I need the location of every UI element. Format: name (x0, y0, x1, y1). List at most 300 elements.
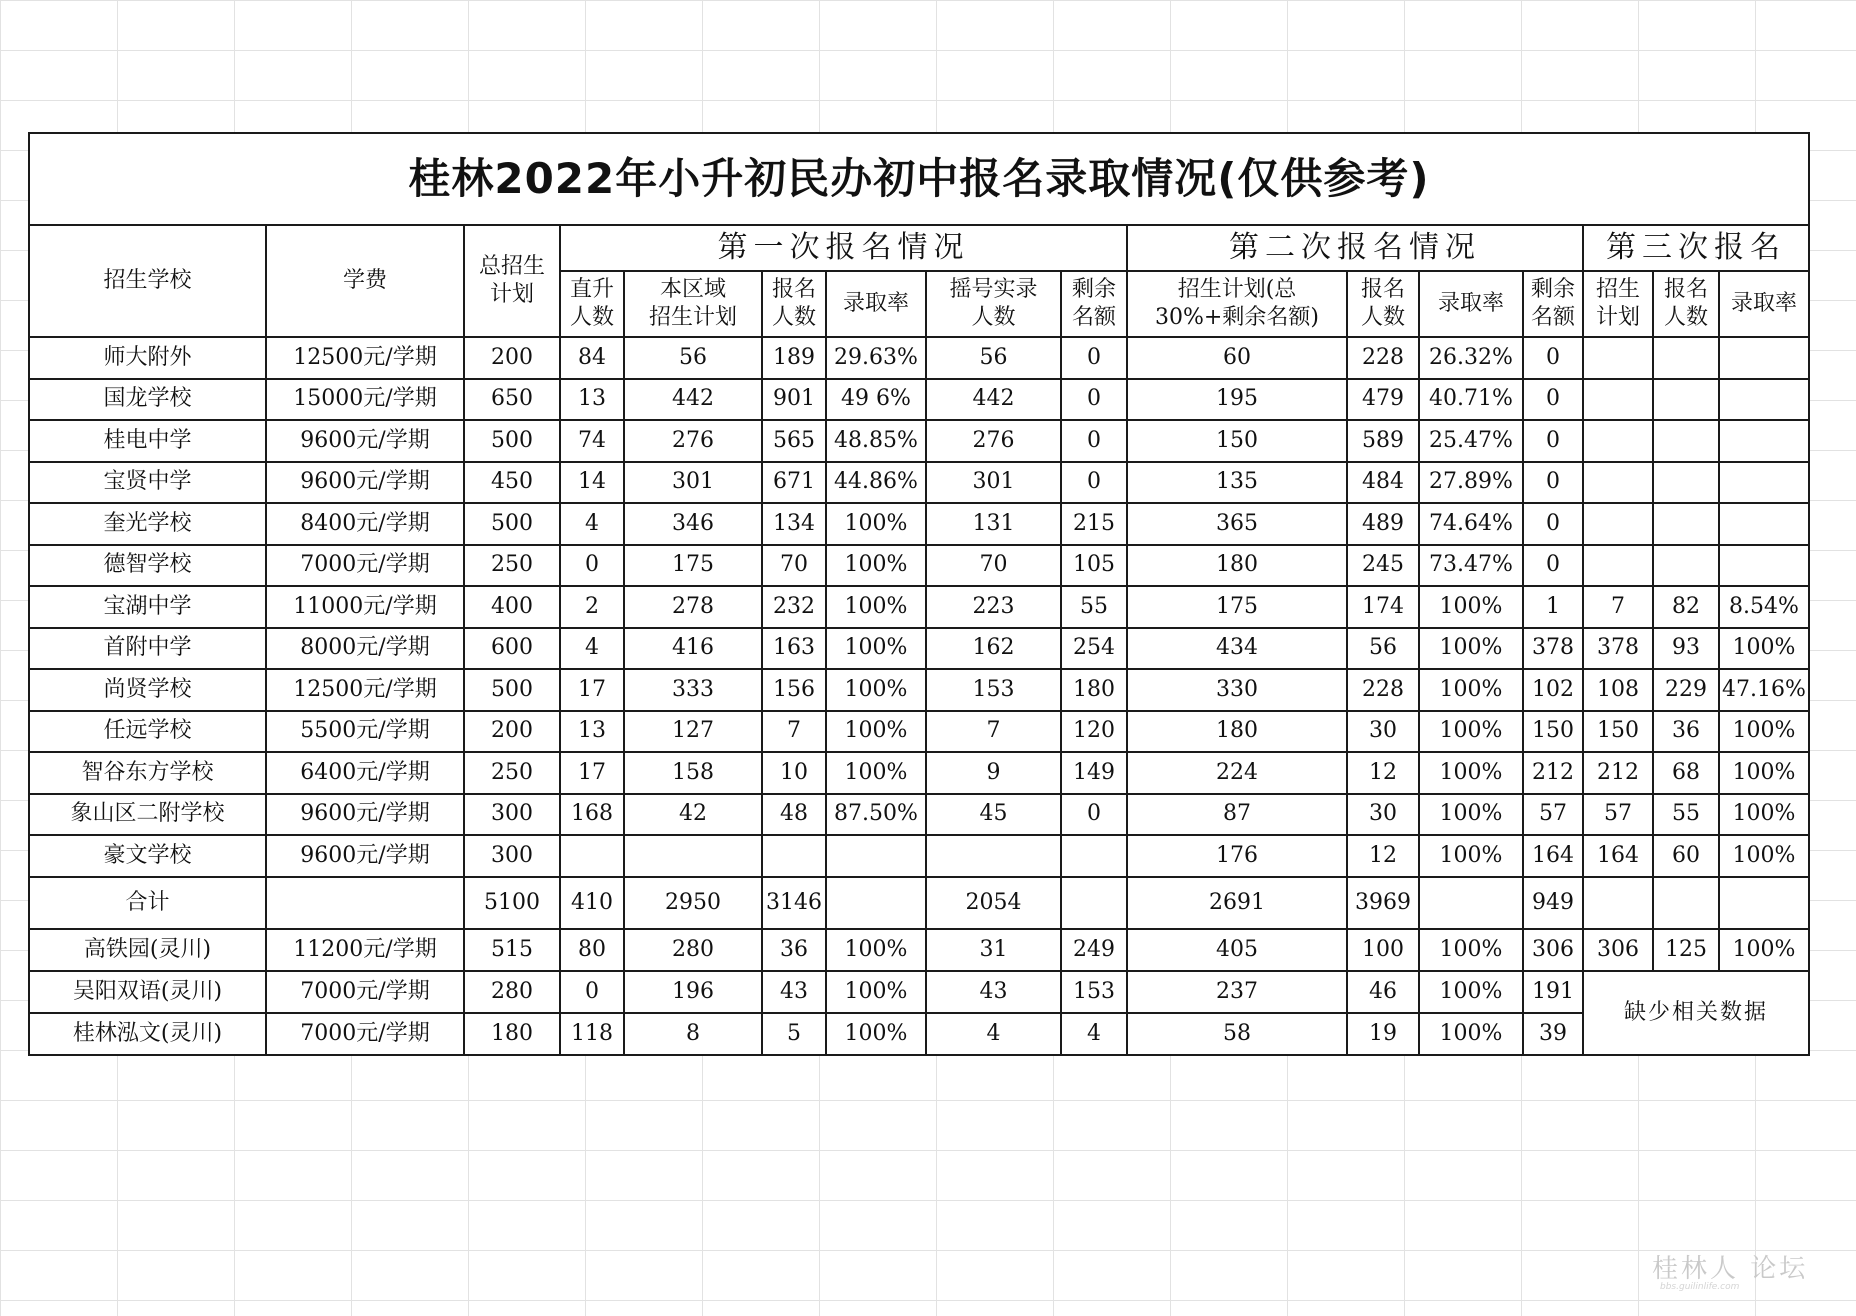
cell-g2-plan: 175 (1127, 586, 1347, 628)
header-g1-applicants (762, 271, 826, 337)
cell-g2-rate: 100% (1419, 929, 1523, 971)
cell-g3-plan (1583, 462, 1653, 504)
table-row (29, 420, 1809, 462)
header-g1-direct-line2: 人数 (569, 305, 614, 330)
cell-g2-applicants: 228 (1347, 337, 1419, 379)
cell-g1-district: 2950 (624, 877, 762, 929)
table-row (29, 462, 1809, 504)
cell-g3-rate (1719, 877, 1809, 929)
cell-g2-applicants: 56 (1347, 628, 1419, 670)
cell-g2-remaining: 164 (1523, 835, 1583, 877)
cell-g3-plan: 164 (1583, 835, 1653, 877)
table-row (29, 711, 1809, 753)
cell-total-plan: 515 (464, 929, 560, 971)
cell-school: 桂林泓文(灵川) (29, 1013, 266, 1055)
cell-g2-plan: 58 (1127, 1013, 1347, 1055)
cell-g3-rate: 100% (1719, 752, 1809, 794)
cell-g1-remaining: 4 (1061, 1013, 1127, 1055)
cell-g3-plan (1583, 420, 1653, 462)
cell-g2-rate: 100% (1419, 1013, 1523, 1055)
cell-g2-plan: 150 (1127, 420, 1347, 462)
cell-total-plan: 300 (464, 835, 560, 877)
header-g2-rate: 录取率 (1419, 271, 1523, 337)
cell-g3-rate (1719, 420, 1809, 462)
cell-g2-plan: 365 (1127, 503, 1347, 545)
cell-fee: 15000元/学期 (266, 379, 464, 421)
cell-fee: 11000元/学期 (266, 586, 464, 628)
cell-total-plan: 200 (464, 337, 560, 379)
cell-fee: 7000元/学期 (266, 1013, 464, 1055)
cell-g2-rate: 100% (1419, 628, 1523, 670)
cell-g1-applicants: 36 (762, 929, 826, 971)
cell-g1-rate: 100% (826, 1013, 926, 1055)
cell-g1-direct: 0 (560, 971, 624, 1013)
cell-total-plan: 250 (464, 752, 560, 794)
cell-g1-rate: 100% (826, 971, 926, 1013)
cell-g1-rate: 100% (826, 669, 926, 711)
cell-g1-district: 278 (624, 586, 762, 628)
cell-g3-rate: 100% (1719, 794, 1809, 836)
cell-g1-applicants: 3146 (762, 877, 826, 929)
cell-g3-plan (1583, 503, 1653, 545)
cell-g3-applicants: 60 (1653, 835, 1719, 877)
cell-g1-remaining: 0 (1061, 420, 1127, 462)
cell-g2-plan: 405 (1127, 929, 1347, 971)
cell-g1-district (624, 835, 762, 877)
cell-g2-applicants: 484 (1347, 462, 1419, 504)
cell-total-plan: 500 (464, 669, 560, 711)
cell-g3-applicants (1653, 420, 1719, 462)
cell-school: 高铁园(灵川) (29, 929, 266, 971)
cell-school: 合计 (29, 877, 266, 929)
cell-g1-applicants: 48 (762, 794, 826, 836)
cell-g1-lottery: 31 (926, 929, 1061, 971)
cell-g2-plan: 135 (1127, 462, 1347, 504)
table-row (29, 545, 1809, 587)
cell-g1-lottery: 276 (926, 420, 1061, 462)
cell-g1-lottery: 70 (926, 545, 1061, 587)
cell-g2-plan: 330 (1127, 669, 1347, 711)
cell-g3-applicants: 93 (1653, 628, 1719, 670)
cell-g1-district: 416 (624, 628, 762, 670)
table-row (29, 628, 1809, 670)
header-g2-plan-line2: 30%+剩余名额) (1155, 305, 1319, 330)
cell-g3-plan: 108 (1583, 669, 1653, 711)
header-g1-direct-line1: 直升 (569, 277, 614, 302)
header-g2-applicants-line1: 报名 (1360, 277, 1405, 302)
cell-g2-applicants: 174 (1347, 586, 1419, 628)
cell-g1-remaining: 153 (1061, 971, 1127, 1013)
cell-total-plan: 180 (464, 1013, 560, 1055)
cell-g3-applicants (1653, 337, 1719, 379)
cell-g1-rate (826, 877, 926, 929)
cell-school: 任远学校 (29, 711, 266, 753)
cell-g2-rate: 100% (1419, 711, 1523, 753)
cell-g3-rate: 100% (1719, 835, 1809, 877)
cell-fee: 8400元/学期 (266, 503, 464, 545)
header-g1-rate: 录取率 (826, 271, 926, 337)
cell-g1-rate (826, 835, 926, 877)
cell-school: 豪文学校 (29, 835, 266, 877)
cell-g3-rate (1719, 337, 1809, 379)
cell-fee: 7000元/学期 (266, 971, 464, 1013)
cell-school: 德智学校 (29, 545, 266, 587)
cell-g3-plan (1583, 337, 1653, 379)
cell-fee: 6400元/学期 (266, 752, 464, 794)
cell-g1-lottery: 153 (926, 669, 1061, 711)
cell-fee: 9600元/学期 (266, 462, 464, 504)
cell-g1-district: 42 (624, 794, 762, 836)
cell-g2-plan: 87 (1127, 794, 1347, 836)
cell-g2-remaining: 212 (1523, 752, 1583, 794)
cell-g1-direct: 17 (560, 752, 624, 794)
cell-g1-lottery: 131 (926, 503, 1061, 545)
cell-fee: 9600元/学期 (266, 794, 464, 836)
cell-g1-district: 276 (624, 420, 762, 462)
cell-g2-applicants: 228 (1347, 669, 1419, 711)
cell-g1-direct: 17 (560, 669, 624, 711)
cell-fee (266, 877, 464, 929)
table-row (29, 877, 1809, 929)
cell-g1-district: 442 (624, 379, 762, 421)
header-g1-direct (560, 271, 624, 337)
cell-g2-plan: 224 (1127, 752, 1347, 794)
table-row (29, 971, 1809, 1013)
cell-g2-remaining: 57 (1523, 794, 1583, 836)
cell-g1-applicants: 134 (762, 503, 826, 545)
cell-g1-applicants: 565 (762, 420, 826, 462)
cell-g1-district: 56 (624, 337, 762, 379)
cell-g1-lottery: 43 (926, 971, 1061, 1013)
header-g3-rate: 录取率 (1719, 271, 1809, 337)
table-row (29, 337, 1809, 379)
cell-g2-rate: 27.89% (1419, 462, 1523, 504)
cell-g1-direct: 4 (560, 503, 624, 545)
cell-g2-rate: 100% (1419, 669, 1523, 711)
cell-g1-direct: 410 (560, 877, 624, 929)
cell-g3-applicants: 125 (1653, 929, 1719, 971)
header-g1-applicants-line2: 人数 (771, 305, 816, 330)
cell-g1-applicants: 671 (762, 462, 826, 504)
cell-g2-plan: 195 (1127, 379, 1347, 421)
cell-school: 宝贤中学 (29, 462, 266, 504)
cell-g3-plan: 57 (1583, 794, 1653, 836)
cell-g1-lottery: 301 (926, 462, 1061, 504)
cell-g3-applicants: 36 (1653, 711, 1719, 753)
cell-g1-rate: 49 6% (826, 379, 926, 421)
cell-g1-rate: 100% (826, 503, 926, 545)
cell-g1-direct: 13 (560, 711, 624, 753)
cell-g1-applicants: 5 (762, 1013, 826, 1055)
cell-g2-rate: 100% (1419, 752, 1523, 794)
cell-g2-rate: 73.47% (1419, 545, 1523, 587)
cell-g1-direct: 118 (560, 1013, 624, 1055)
cell-g1-lottery: 4 (926, 1013, 1061, 1055)
table-row (29, 752, 1809, 794)
header-g1-applicants-line1: 报名 (771, 277, 816, 302)
cell-school: 智谷东方学校 (29, 752, 266, 794)
cell-g1-district: 301 (624, 462, 762, 504)
cell-g3-applicants (1653, 545, 1719, 587)
cell-g1-direct: 2 (560, 586, 624, 628)
cell-fee: 9600元/学期 (266, 835, 464, 877)
header-group-second: 第二次报名情况 (1127, 225, 1583, 271)
cell-g2-remaining: 0 (1523, 462, 1583, 504)
cell-g1-remaining: 0 (1061, 337, 1127, 379)
cell-g3-rate (1719, 379, 1809, 421)
cell-g2-applicants: 30 (1347, 794, 1419, 836)
cell-g1-district: 127 (624, 711, 762, 753)
cell-g1-direct: 74 (560, 420, 624, 462)
cell-g3-plan (1583, 877, 1653, 929)
cell-g3-plan: 212 (1583, 752, 1653, 794)
cell-g2-remaining: 191 (1523, 971, 1583, 1013)
cell-fee: 9600元/学期 (266, 420, 464, 462)
cell-g2-rate: 100% (1419, 794, 1523, 836)
cell-g2-remaining: 0 (1523, 545, 1583, 587)
cell-g1-lottery: 56 (926, 337, 1061, 379)
header-g3-applicants-line2: 人数 (1663, 305, 1708, 330)
cell-g2-plan: 180 (1127, 545, 1347, 587)
cell-g2-remaining: 0 (1523, 379, 1583, 421)
forum-watermark: 桂林人 论坛 (1652, 1254, 1809, 1284)
cell-g1-applicants: 189 (762, 337, 826, 379)
missing-data-note: 缺少相关数据 (1583, 971, 1809, 1055)
cell-g1-remaining: 55 (1061, 586, 1127, 628)
cell-g1-applicants: 7 (762, 711, 826, 753)
cell-g2-plan: 237 (1127, 971, 1347, 1013)
cell-fee: 12500元/学期 (266, 669, 464, 711)
cell-g3-rate (1719, 545, 1809, 587)
header-g1-district (624, 271, 762, 337)
cell-g1-remaining: 149 (1061, 752, 1127, 794)
cell-g1-direct (560, 835, 624, 877)
admission-table (28, 132, 1810, 1056)
cell-g1-lottery: 442 (926, 379, 1061, 421)
cell-g1-applicants: 70 (762, 545, 826, 587)
cell-g1-remaining: 0 (1061, 794, 1127, 836)
cell-g3-rate: 8.54% (1719, 586, 1809, 628)
cell-g1-direct: 0 (560, 545, 624, 587)
table-row (29, 835, 1809, 877)
cell-g1-rate: 87.50% (826, 794, 926, 836)
cell-g2-rate: 100% (1419, 586, 1523, 628)
cell-g1-district: 280 (624, 929, 762, 971)
cell-g2-remaining: 306 (1523, 929, 1583, 971)
table-row (29, 669, 1809, 711)
cell-g1-district: 196 (624, 971, 762, 1013)
cell-g2-applicants: 46 (1347, 971, 1419, 1013)
forum-watermark-url: bbs.guilinlife.com (1660, 1282, 1740, 1292)
cell-g2-remaining: 102 (1523, 669, 1583, 711)
cell-g2-remaining: 0 (1523, 420, 1583, 462)
cell-g1-rate: 100% (826, 545, 926, 587)
table-title: 桂林2022年小升初民办初中报名录取情况(仅供参考) (29, 133, 1809, 225)
cell-total-plan: 200 (464, 711, 560, 753)
cell-g1-applicants (762, 835, 826, 877)
cell-g2-plan: 180 (1127, 711, 1347, 753)
cell-g2-applicants: 489 (1347, 503, 1419, 545)
cell-fee: 12500元/学期 (266, 337, 464, 379)
cell-school: 奎光学校 (29, 503, 266, 545)
cell-g1-remaining: 105 (1061, 545, 1127, 587)
cell-g2-applicants: 245 (1347, 545, 1419, 587)
cell-g2-plan: 60 (1127, 337, 1347, 379)
cell-school: 象山区二附学校 (29, 794, 266, 836)
cell-g1-district: 346 (624, 503, 762, 545)
cell-g2-remaining: 949 (1523, 877, 1583, 929)
cell-school: 师大附外 (29, 337, 266, 379)
cell-g1-lottery: 7 (926, 711, 1061, 753)
cell-g3-rate: 100% (1719, 711, 1809, 753)
cell-school: 桂电中学 (29, 420, 266, 462)
header-g1-remaining-line1: 剩余 (1071, 277, 1116, 302)
header-g2-plan-line1: 招生计划(总 (1177, 277, 1297, 302)
table-row (29, 503, 1809, 545)
cell-g2-remaining: 39 (1523, 1013, 1583, 1055)
cell-g1-remaining: 180 (1061, 669, 1127, 711)
cell-g2-applicants: 19 (1347, 1013, 1419, 1055)
cell-g1-direct: 168 (560, 794, 624, 836)
header-g1-remaining-line2: 名额 (1071, 305, 1116, 330)
cell-g3-rate (1719, 462, 1809, 504)
header-g1-lottery-line2: 人数 (971, 305, 1016, 330)
cell-g2-applicants: 12 (1347, 752, 1419, 794)
cell-g1-direct: 14 (560, 462, 624, 504)
cell-g1-remaining: 120 (1061, 711, 1127, 753)
cell-g1-remaining: 0 (1061, 379, 1127, 421)
cell-g2-remaining: 0 (1523, 503, 1583, 545)
header-g3-applicants (1653, 271, 1719, 337)
cell-g1-direct: 4 (560, 628, 624, 670)
cell-g3-applicants: 82 (1653, 586, 1719, 628)
cell-g1-district: 158 (624, 752, 762, 794)
header-g2-remaining-line1: 剩余 (1530, 277, 1575, 302)
cell-g1-rate: 44.86% (826, 462, 926, 504)
cell-total-plan: 250 (464, 545, 560, 587)
table-row (29, 586, 1809, 628)
header-g3-applicants-line1: 报名 (1663, 277, 1708, 302)
cell-g1-rate: 100% (826, 711, 926, 753)
header-g2-applicants-line2: 人数 (1360, 305, 1405, 330)
cell-g2-applicants: 12 (1347, 835, 1419, 877)
table-row (29, 929, 1809, 971)
cell-g1-rate: 48.85% (826, 420, 926, 462)
cell-g3-plan (1583, 379, 1653, 421)
header-g3-plan-line2: 计划 (1595, 305, 1640, 330)
cell-g1-applicants: 10 (762, 752, 826, 794)
cell-g2-rate (1419, 877, 1523, 929)
cell-g1-lottery: 162 (926, 628, 1061, 670)
cell-g1-lottery: 9 (926, 752, 1061, 794)
cell-g1-remaining (1061, 877, 1127, 929)
cell-g1-district: 333 (624, 669, 762, 711)
cell-fee: 8000元/学期 (266, 628, 464, 670)
cell-g1-district: 8 (624, 1013, 762, 1055)
cell-fee: 5500元/学期 (266, 711, 464, 753)
cell-g1-rate: 100% (826, 628, 926, 670)
cell-g1-applicants: 156 (762, 669, 826, 711)
cell-g1-lottery: 223 (926, 586, 1061, 628)
table-row (29, 1013, 1809, 1055)
cell-g1-remaining: 254 (1061, 628, 1127, 670)
cell-g2-remaining: 378 (1523, 628, 1583, 670)
cell-g3-plan: 378 (1583, 628, 1653, 670)
cell-g1-rate: 29.63% (826, 337, 926, 379)
cell-g2-applicants: 479 (1347, 379, 1419, 421)
header-total-plan-line2: 计划 (489, 282, 534, 307)
table-row (29, 794, 1809, 836)
cell-total-plan: 280 (464, 971, 560, 1013)
cell-total-plan: 650 (464, 379, 560, 421)
cell-total-plan: 5100 (464, 877, 560, 929)
cell-g3-rate: 100% (1719, 628, 1809, 670)
header-total-plan (464, 225, 560, 337)
header-g1-district-line1: 本区域 (659, 277, 726, 302)
cell-school: 宝湖中学 (29, 586, 266, 628)
cell-g2-plan: 2691 (1127, 877, 1347, 929)
cell-g1-rate: 100% (826, 586, 926, 628)
header-total-plan-line1: 总招生 (478, 254, 545, 279)
header-g1-district-line2: 招生计划 (648, 305, 737, 330)
header-group-third: 第三次报名 (1583, 225, 1809, 271)
cell-total-plan: 600 (464, 628, 560, 670)
cell-g3-applicants (1653, 503, 1719, 545)
cell-g2-applicants: 3969 (1347, 877, 1419, 929)
cell-g2-rate: 100% (1419, 835, 1523, 877)
cell-g1-applicants: 232 (762, 586, 826, 628)
cell-fee: 11200元/学期 (266, 929, 464, 971)
cell-g2-rate: 26.32% (1419, 337, 1523, 379)
header-g1-lottery-line1: 摇号实录 (949, 277, 1038, 302)
cell-school: 吴阳双语(灵川) (29, 971, 266, 1013)
cell-school: 首附中学 (29, 628, 266, 670)
cell-total-plan: 450 (464, 462, 560, 504)
cell-g3-applicants: 229 (1653, 669, 1719, 711)
cell-g1-district: 175 (624, 545, 762, 587)
cell-g1-lottery: 45 (926, 794, 1061, 836)
cell-g2-rate: 74.64% (1419, 503, 1523, 545)
cell-g1-direct: 80 (560, 929, 624, 971)
cell-total-plan: 500 (464, 420, 560, 462)
cell-g3-rate (1719, 503, 1809, 545)
cell-g1-remaining: 249 (1061, 929, 1127, 971)
cell-g1-lottery: 2054 (926, 877, 1061, 929)
cell-g3-plan: 306 (1583, 929, 1653, 971)
cell-g1-lottery (926, 835, 1061, 877)
header-g1-lottery (926, 271, 1061, 337)
cell-g3-applicants (1653, 877, 1719, 929)
cell-g2-applicants: 589 (1347, 420, 1419, 462)
cell-fee: 7000元/学期 (266, 545, 464, 587)
cell-g1-applicants: 163 (762, 628, 826, 670)
cell-g3-applicants: 55 (1653, 794, 1719, 836)
cell-g3-rate: 100% (1719, 929, 1809, 971)
cell-g3-plan: 150 (1583, 711, 1653, 753)
header-school: 招生学校 (29, 225, 266, 337)
header-g1-remaining (1061, 271, 1127, 337)
cell-school: 尚贤学校 (29, 669, 266, 711)
header-g2-remaining-line2: 名额 (1530, 305, 1575, 330)
cell-g2-remaining: 150 (1523, 711, 1583, 753)
cell-g3-plan: 7 (1583, 586, 1653, 628)
header-g2-plan (1127, 271, 1347, 337)
cell-g2-plan: 434 (1127, 628, 1347, 670)
header-g3-plan-line1: 招生 (1595, 277, 1640, 302)
cell-g2-rate: 100% (1419, 971, 1523, 1013)
cell-g2-rate: 25.47% (1419, 420, 1523, 462)
cell-g2-remaining: 1 (1523, 586, 1583, 628)
